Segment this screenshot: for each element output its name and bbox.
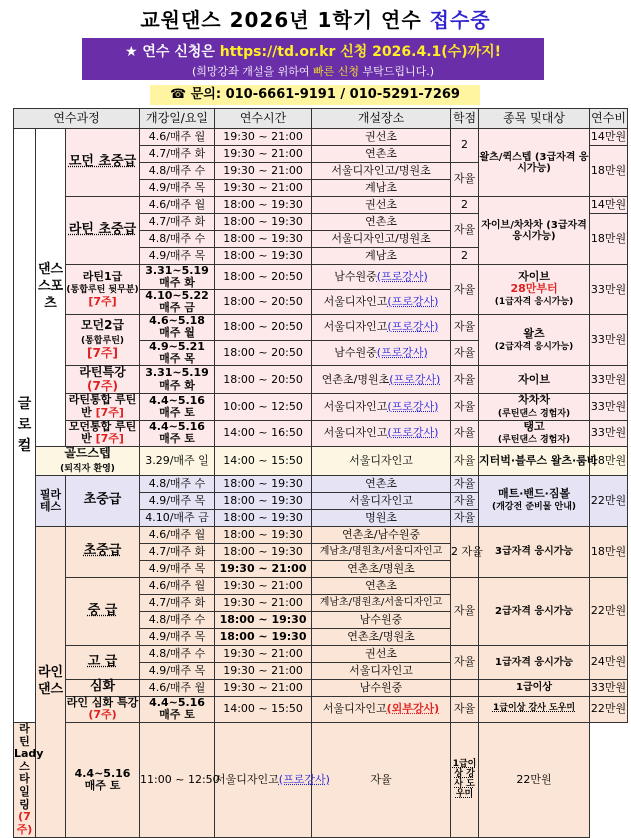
table-cell: 22만원 (590, 475, 628, 526)
cell-text: 28만부터 (510, 282, 558, 296)
table-cell: 24만원 (590, 645, 628, 679)
table-cell: 2 (451, 248, 479, 265)
cell-text: 라틴 Lady 스타일링 (14, 721, 44, 811)
course-table (13, 108, 628, 838)
table-cell (66, 265, 140, 315)
table-cell: 4.7/매주 화 (140, 594, 215, 611)
table-cell: 자율 (451, 492, 479, 509)
table-cell (140, 420, 215, 446)
cell-text: 연수 신청은 (142, 44, 215, 60)
table-cell: 서울디자인고/명원초 (312, 231, 451, 248)
category-global: 글로컬 (17, 395, 32, 454)
cell-text: [7주] (87, 346, 118, 360)
table-cell: 서울디자인고 (312, 446, 451, 475)
cell-text: 서울디자인고 (322, 702, 387, 716)
table-cell: 19:30 ~ 21:00 (215, 594, 312, 611)
table-cell: 19:30 ~ 21:00 (215, 645, 312, 662)
cell-text: 4.10~5.22 (145, 289, 209, 303)
table-cell: 남수원중 (312, 611, 451, 628)
cell-text: (루틴댄스 경험자) (497, 434, 571, 445)
table-cell: 18:00 ~ 20:50 (215, 340, 312, 365)
table-cell: 계남초/명원초/서울디자인고 (312, 594, 451, 611)
cell-text: 서울디자인고 (323, 295, 388, 309)
cell-text: 탱고 (523, 419, 545, 433)
table-cell: 18만원 (590, 526, 628, 577)
table-cell: 4.8/매주 수 (140, 611, 215, 628)
table-cell: 자율 (451, 315, 479, 340)
cell-text: (7주) (88, 708, 117, 722)
cell-text: 남수원중 (334, 345, 377, 359)
table-cell: 18:00 ~ 19:30 (215, 543, 312, 560)
table-cell (312, 365, 451, 394)
table-cell: 자이브 (479, 365, 590, 394)
table-cell: 계남초 (312, 180, 451, 197)
table-cell: 연촌초/남수원중 (312, 526, 451, 543)
cell-text: 골드스텝 (64, 445, 111, 460)
table-cell: 연촌초 (312, 146, 451, 163)
header-row (14, 109, 628, 129)
table-cell: 22만원 (479, 722, 590, 837)
cell-text: (2급자격 응시가능) (494, 341, 574, 352)
table-cell: 4.9/매주 목 (140, 248, 215, 265)
table-cell: 2급자격 응시가능 (479, 577, 590, 645)
cell-text: 부탁드립니다.) (362, 65, 435, 78)
cell-text: 빠른 신청 (312, 65, 359, 78)
cell-text: 남수원중 (334, 270, 377, 284)
table-cell: 자율 (451, 475, 479, 492)
table-row (14, 475, 628, 492)
table-cell (140, 290, 215, 315)
table-cell (312, 290, 451, 315)
table-cell: 18:00 ~ 20:50 (215, 365, 312, 394)
table-cell (479, 394, 590, 420)
table-cell (312, 394, 451, 420)
table-cell: 19:30 ~ 21:00 (215, 146, 312, 163)
star-icon: ★ (124, 44, 138, 60)
table-cell: 서울디자인고 (312, 662, 451, 679)
table-cell: 자율 (451, 265, 479, 315)
cell-text: 라틴통합 루틴반 (68, 393, 137, 419)
cell-text: (프로강사) (387, 295, 439, 309)
cell-text: 초중급 (83, 492, 122, 508)
cell-text: [7주] (95, 432, 124, 446)
category-dance-sport: 댄스스포츠 (37, 262, 64, 311)
contact-phone (150, 85, 480, 105)
table-cell: 18:00 ~ 20:50 (215, 315, 312, 340)
cell-text: 서울디자인고 (323, 320, 388, 334)
table-cell: 18:00 ~ 19:30 (215, 475, 312, 492)
table-cell (66, 365, 140, 394)
table-cell: 22만원 (590, 577, 628, 645)
table-cell: 계남초 (312, 248, 451, 265)
table-cell: 자율 (451, 446, 479, 475)
table-cell: 4.10/매주 금 (140, 509, 215, 526)
table-cell (312, 420, 451, 446)
table-cell (312, 265, 451, 290)
cell-text: (외부강사) (386, 702, 440, 716)
table-row (14, 129, 628, 146)
table-cell: 18:00 ~ 20:50 (215, 290, 312, 315)
table-cell (36, 129, 66, 447)
table-cell: 4.8/매주 수 (140, 231, 215, 248)
table-header-cell: 연수비 (590, 109, 628, 129)
cell-text: 심화 (89, 679, 116, 695)
table-cell: 10:00 ~ 12:50 (215, 394, 312, 420)
signup-url[interactable]: https://td.or.kr 신청 2026.4.1(수)까지! (219, 44, 502, 60)
cell-text: (통합루틴 뒷무분) (66, 285, 139, 296)
table-cell (215, 722, 330, 837)
cell-text: 매주 월 (159, 326, 195, 340)
table-cell: 자율 (451, 394, 479, 420)
table-cell: 2 (451, 197, 479, 214)
table-cell (66, 577, 140, 645)
table-cell (36, 446, 140, 475)
table-cell: 33만원 (590, 315, 628, 365)
table-cell: 서울디자인고 (312, 492, 451, 509)
table-cell (140, 365, 215, 394)
table-cell: 19:30 ~ 21:00 (215, 180, 312, 197)
table-cell: 4.6/매주 월 (140, 197, 215, 214)
cell-text: 매트·밴드·짐볼 (497, 487, 571, 501)
table-cell: 남수원중 (312, 679, 451, 696)
table-cell: 18만원 (590, 146, 628, 197)
table-cell: 4.7/매주 화 (140, 146, 215, 163)
cell-text: 지터벅·블루스 왈츠·룸바 (479, 453, 598, 467)
table-cell: 3급자격 응시가능 (479, 526, 590, 577)
table-cell: 자이브/차차차 (3급자격 응시가능) (479, 197, 590, 265)
course-modern: 모던 초중급 (68, 154, 137, 170)
table-cell (312, 340, 451, 365)
cell-text: 4.6~5.18 (149, 314, 205, 328)
table-row (14, 577, 628, 594)
table-cell (14, 129, 36, 723)
category-pilates: 필라테스 (39, 487, 62, 513)
table-cell: 14:00 ~ 15:50 (215, 696, 312, 722)
table-cell: 18:00 ~ 19:30 (215, 214, 312, 231)
course-latin: 라틴 초중급 (68, 222, 137, 238)
table-cell (66, 475, 140, 526)
table-cell: 4.7/매주 화 (140, 214, 215, 231)
table-cell: 18만원 (590, 446, 628, 475)
table-cell (36, 526, 66, 837)
table-row (14, 420, 628, 446)
table-cell: 연촌초 (312, 577, 451, 594)
table-row (14, 446, 628, 475)
table-cell: 연촌초/명원초 (312, 628, 451, 645)
table-cell: 4.6/매주 월 (140, 577, 215, 594)
table-cell: 19:30 ~ 21:00 (215, 662, 312, 679)
table-cell: 권선초 (312, 645, 451, 662)
table-cell: 연촌초 (312, 475, 451, 492)
table-cell (66, 526, 140, 577)
table-cell: 연촌초/명원초 (312, 560, 451, 577)
cell-text: 초중급 (83, 543, 122, 559)
table-cell: 33만원 (590, 365, 628, 394)
table-cell: 자율 (451, 696, 479, 722)
table-cell (66, 394, 140, 420)
signup-banner (82, 38, 544, 80)
table-cell (312, 696, 451, 722)
cell-text: 차차차 (518, 393, 550, 407)
table-cell: 2 자율 (451, 526, 479, 577)
table-cell: 4.9/매주 목 (140, 628, 215, 645)
cell-text: 모던통합 루틴반 (68, 419, 137, 446)
cell-text: [7주] (88, 295, 117, 309)
cell-text: 라인 심화 특강 (66, 695, 139, 709)
table-cell (66, 645, 140, 679)
cell-text: 3.31~5.19 (145, 264, 209, 277)
cell-text: 연촌초/명원초 (321, 372, 390, 386)
table-cell: 4.9/매주 목 (140, 180, 215, 197)
table-cell (66, 129, 140, 197)
cell-text: (1급자격 응시가능) (494, 297, 574, 308)
cell-text: 4.9~5.21 (149, 339, 205, 353)
table-cell: 자율 (451, 340, 479, 365)
table-cell: 14:00 ~ 15:50 (215, 446, 312, 475)
cell-text: 매주 목 (159, 351, 195, 365)
table-cell: 4.6/매주 월 (140, 526, 215, 543)
table-cell: 33만원 (590, 265, 628, 315)
table-cell (66, 722, 140, 837)
table-cell: 4.7/매주 화 (140, 543, 215, 560)
cell-text: 매주 화 (159, 378, 195, 392)
table-cell: 자율 (451, 420, 479, 446)
table-cell: 18:00 ~ 20:50 (215, 265, 312, 290)
cell-text: (개강전 준비물 안내) (492, 502, 577, 513)
table-cell: 14만원 (590, 129, 628, 146)
table-cell: 자율 (451, 163, 479, 197)
cell-text: 매주 토 (84, 778, 121, 792)
title-accent: 접수중 (429, 8, 491, 32)
cell-text: 4.4~5.16 (149, 696, 205, 710)
table-cell: 서울디자인고/명원초 (312, 163, 451, 180)
table-cell: 33만원 (590, 420, 628, 446)
table-cell: 18:00 ~ 19:30 (215, 611, 312, 628)
table-cell: 18만원 (590, 214, 628, 265)
table-cell (451, 679, 479, 696)
cell-text: 중 급 (87, 602, 118, 618)
cell-text: 4.4~5.16 (149, 420, 205, 434)
cell-text: 모던2급 (80, 318, 125, 333)
table-cell (140, 394, 215, 420)
table-cell: 33만원 (590, 679, 628, 696)
table-cell: 19:30 ~ 21:00 (215, 129, 312, 146)
table-cell: 4.6/매주 월 (140, 679, 215, 696)
table-cell: 4.9/매주 목 (140, 492, 215, 509)
table-cell: 명원초 (312, 509, 451, 526)
table-cell: 18:00 ~ 19:30 (215, 492, 312, 509)
table-cell: 1급이상 강사 도우미 (451, 722, 479, 837)
table-cell: 4.9/매주 목 (140, 560, 215, 577)
table-cell: 4.9/매주 목 (140, 662, 215, 679)
table-header-cell: 학점 (451, 109, 479, 129)
cell-text: 라틴1급 (82, 269, 123, 283)
table-header-cell: 종목 및대상 (479, 109, 590, 129)
table-cell: 22만원 (590, 696, 628, 722)
cell-text: 4.4~5.16 (74, 766, 131, 780)
table-cell: 1급자격 응시가능 (479, 645, 590, 679)
table-header-cell: 개설장소 (312, 109, 451, 129)
table-cell (66, 696, 140, 722)
cell-text: 문의: 010-6661-9191 / 010-5291-7269 (190, 87, 460, 102)
cell-text: 매주 토 (159, 405, 195, 419)
table-row (14, 645, 628, 662)
table-cell (140, 340, 215, 365)
table-cell: 자율 (451, 214, 479, 248)
table-cell (479, 420, 590, 446)
cell-text: 매주 화 (159, 276, 195, 290)
table-cell (66, 197, 140, 265)
table-cell: 4.8/매주 수 (140, 475, 215, 492)
page-title (0, 4, 631, 33)
table-cell (479, 315, 590, 365)
table-cell: 18:00 ~ 19:30 (215, 526, 312, 543)
cell-text: 3.31~5.19 (145, 366, 209, 380)
table-cell: 4.6/매주 월 (140, 129, 215, 146)
table-cell: 14만원 (590, 197, 628, 214)
table-header-cell: 연수과정 (14, 109, 140, 129)
cell-text: (프로강사) (376, 270, 428, 284)
cell-text: (7주) (87, 378, 118, 393)
table-cell: 2 (451, 129, 479, 163)
cell-text: (프로강사) (376, 345, 428, 359)
table-cell (312, 315, 451, 340)
cell-text: (희망강좌 개설을 위하여 (191, 65, 310, 78)
table-cell (479, 446, 598, 475)
cell-text: 왈츠 (523, 326, 545, 340)
table-cell: 19:30 ~ 21:00 (215, 577, 312, 594)
table-cell (479, 475, 590, 526)
table-cell: 권선초 (312, 197, 451, 214)
cell-text: 라틴특강 (79, 364, 126, 379)
table-cell: 18:00 ~ 19:30 (215, 509, 312, 526)
table-cell: 19:30 ~ 21:00 (215, 679, 312, 696)
table-cell: 왈츠/퀵스텝 (3급자격 응시가능) (479, 129, 590, 197)
cell-text: (프로강사) (389, 372, 441, 386)
cell-text: (프로강사) (387, 399, 439, 413)
table-cell: 14:00 ~ 16:50 (215, 420, 312, 446)
cell-text: (프로강사) (278, 772, 330, 786)
table-cell: 연촌초 (312, 214, 451, 231)
table-cell: 33만원 (590, 394, 628, 420)
table-cell (66, 679, 140, 696)
table-cell: 11:00 ~ 12:50 (140, 722, 215, 837)
table-cell: 자율 (451, 365, 479, 394)
table-cell (140, 696, 215, 722)
table-cell: 자율 (451, 645, 479, 679)
table-cell (14, 721, 44, 837)
cell-text: 교원댄스 2026년 1학기 연수 (140, 8, 422, 32)
table-header-cell: 개강일/요일 (140, 109, 215, 129)
table-cell (140, 265, 215, 290)
cell-text: 매주 금 (159, 301, 195, 315)
cell-text: (통합루틴) (81, 336, 125, 347)
table-cell: 18:00 ~ 19:30 (215, 231, 312, 248)
table-cell (36, 475, 66, 526)
table-cell: 자율 (312, 722, 451, 837)
table-row (14, 722, 628, 837)
cell-text: (퇴직자 환영) (60, 463, 115, 474)
table-cell (66, 420, 140, 446)
table-row (14, 679, 628, 696)
table-cell: 계남초/명원초/서울디자인고 (312, 543, 451, 560)
cell-text: 매주 토 (159, 708, 195, 722)
table-cell: 3.29/매주 일 (140, 446, 215, 475)
cell-text: (루틴댄스 경험자) (497, 408, 571, 419)
cell-text: 매주 토 (159, 432, 195, 446)
cell-text: 서울디자인고 (215, 772, 279, 786)
cell-text: (7주) (16, 810, 33, 836)
table-row (14, 197, 628, 214)
cell-text: 4.4~5.16 (149, 393, 205, 407)
table-cell: 19:30 ~ 21:00 (215, 163, 312, 180)
cell-text: 서울디자인고 (323, 426, 388, 440)
table-cell: 19:30 ~ 21:00 (215, 560, 312, 577)
table-cell (140, 315, 215, 340)
cell-text: (프로강사) (387, 320, 439, 334)
table-cell: 18:00 ~ 19:30 (215, 628, 312, 645)
table-cell: 권선초 (312, 129, 451, 146)
table-cell: 18:00 ~ 19:30 (215, 197, 312, 214)
table-row (14, 526, 628, 543)
table-cell: 4.8/매주 수 (140, 645, 215, 662)
table-cell: 자율 (451, 509, 479, 526)
table-cell (479, 265, 590, 315)
cell-text: 고 급 (87, 653, 118, 669)
cell-text: 서울디자인고 (323, 399, 388, 413)
table-cell: 1급이상 (479, 679, 590, 696)
cell-text: (프로강사) (387, 426, 439, 440)
table-cell: 4.8/매주 수 (140, 163, 215, 180)
table-cell (66, 315, 140, 365)
table-cell: 18:00 ~ 19:30 (215, 248, 312, 265)
phone-icon: ☎ (170, 87, 187, 102)
cell-text: [7주] (95, 405, 124, 419)
table-cell: 1급이상 강사 도우미 (479, 696, 590, 722)
cell-text: 자이브 (518, 270, 550, 284)
category-line-dance: 라인댄스 (37, 664, 64, 697)
table-cell: 자율 (451, 577, 479, 645)
table-header-cell: 연수시간 (215, 109, 312, 129)
